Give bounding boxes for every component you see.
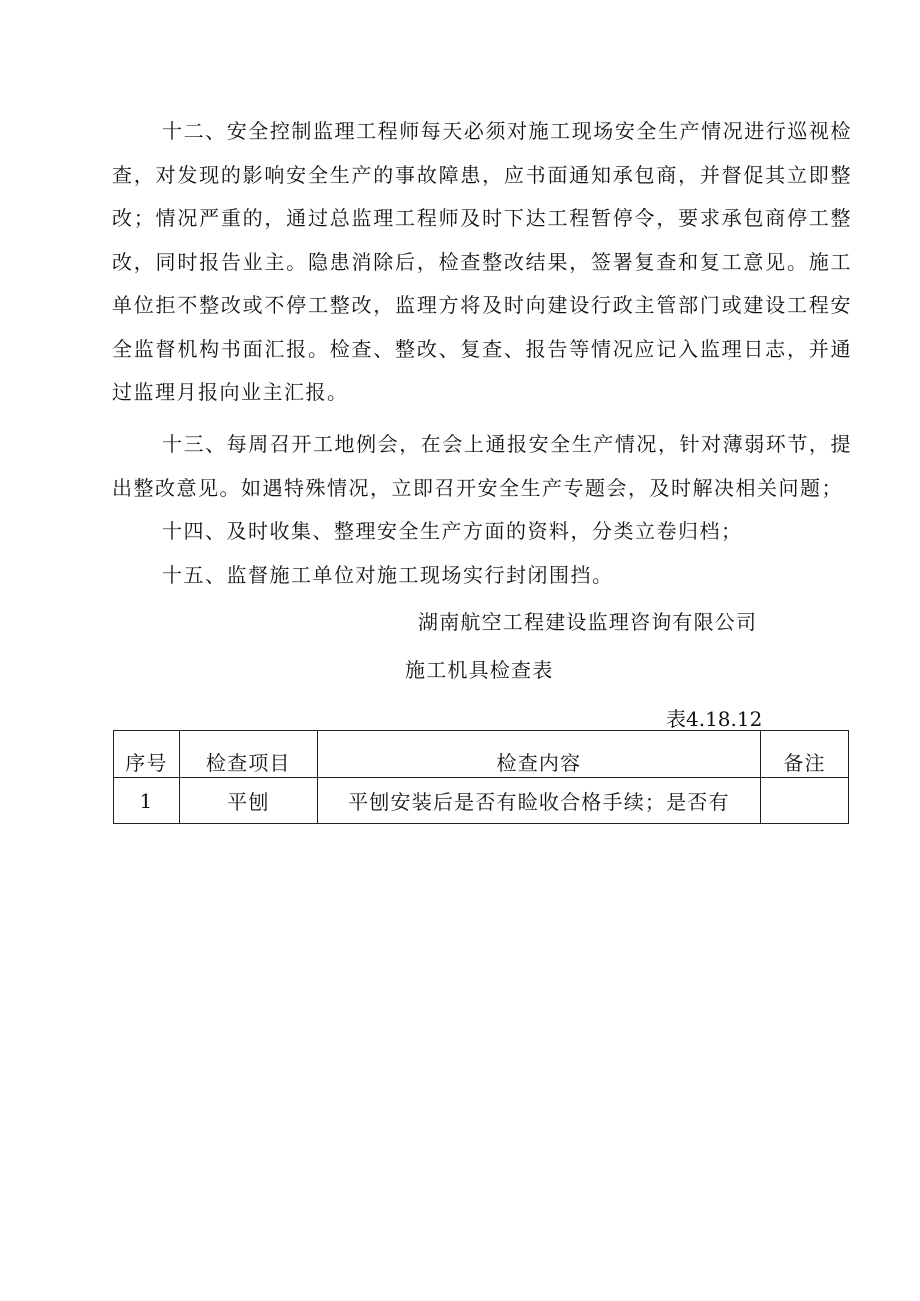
table-header-row: [114, 731, 849, 778]
cell-content: 平刨安装后是否有睑收合格手续；是否有: [317, 778, 760, 824]
paragraph-15: 十五、监督施工单位对施工现场实行封闭围挡。: [162, 563, 614, 587]
table-row: [114, 778, 849, 824]
form-title: 施工机具检查表: [405, 658, 554, 682]
paragraph-14: 十四、及时收集、整理安全生产方面的资料，分类立卷归档；: [162, 519, 743, 543]
header-content: 检查内容: [317, 731, 760, 778]
cell-remark: [761, 778, 849, 824]
header-remark: 备注: [761, 731, 849, 778]
cell-seq: 1: [114, 778, 180, 824]
header-seq: 序号: [114, 731, 180, 778]
header-item: 检查项目: [179, 731, 317, 778]
paragraph-12: 十二、安全控制监理工程师每天必须对施工现场安全生产情况进行巡视检查，对发现的影响安全生产的事故障患，应书面通知承包商，并督促其立即整改；情况严重的，通过总监理工程师及时下达工程暂停令，要求承包商停工整改，同时报告业主。隐患消除后，检查整改结果，签署复查和复工意见。施工单位拒不整改或不停工整改，监理方将及时向建设行政主管部门或建设工程安全监督机构书面汇报。检查、整改、复查、报告等情况应记入监理日志，并通过监理月报向业主汇报。: [112, 119, 852, 404]
company-name: 湖南航空工程建设监理咨询有限公司: [418, 610, 758, 634]
inspection-table: [113, 730, 849, 824]
cell-item: 平刨: [179, 778, 317, 824]
form-number: 表4.18.12: [666, 707, 763, 731]
paragraph-13: 十三、每周召开工地例会，在会上通报安全生产情况，针对薄弱环节，提出整改意见。如遇特殊情况，立即召开安全生产专题会，及时解决相关问题；: [112, 432, 852, 500]
